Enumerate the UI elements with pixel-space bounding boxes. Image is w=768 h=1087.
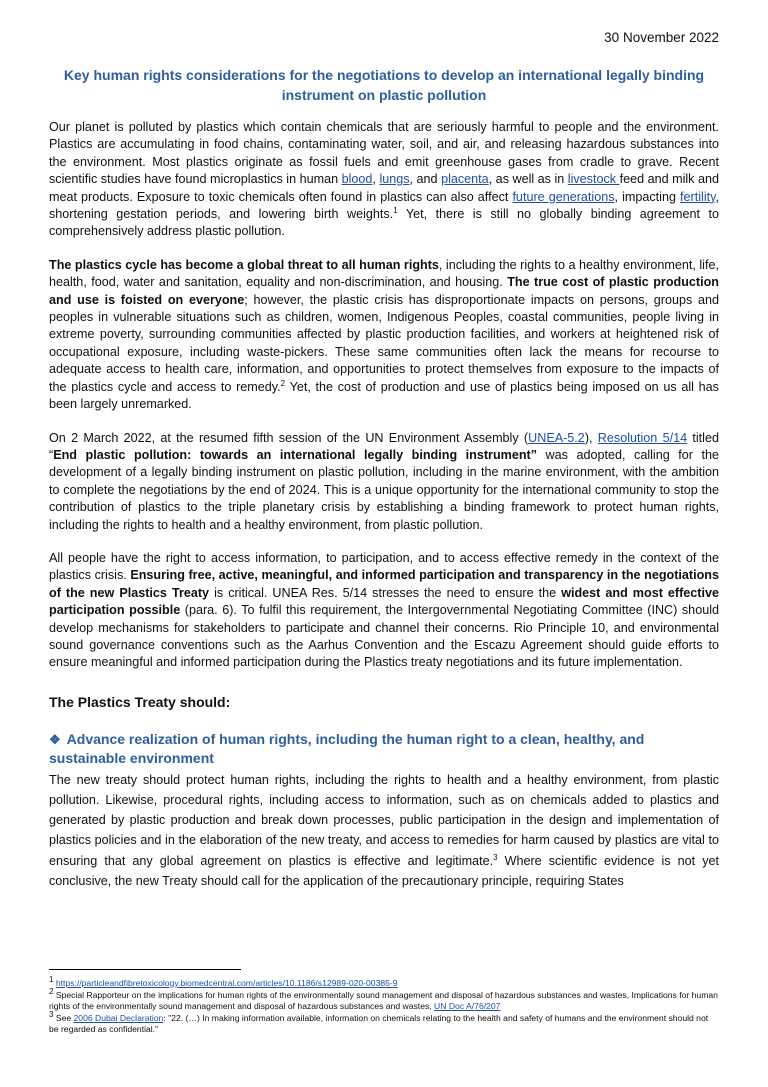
text: Yet, there is still no globally binding agreement to comprehensively address plastic pollution. <box>49 207 719 239</box>
document-title <box>49 65 719 105</box>
bold-text: widest and most effective participation possible <box>49 585 720 618</box>
text: : "22. (…) In making information available, information on chemicals relating to the health and safety of humans and the environment should not be regarded as confidential." <box>49 1012 709 1035</box>
footnote-2 <box>49 986 719 1013</box>
footnote-link-2[interactable]: UN Doc A/76/207 <box>434 1001 501 1012</box>
section-heading: The Plastics Treaty should: <box>49 693 231 710</box>
footnote-number: 3 <box>49 1009 54 1019</box>
footnote-link-3[interactable]: 2006 Dubai Declaration <box>73 1012 164 1023</box>
text: Special Rapporteur on the implications for human rights of the environmentally sound management and disposal of hazardous substances and wastes, Implications for human rights of the environmentally sound management and disposal of hazardous substances and wastes, <box>49 989 718 1012</box>
link-lungs[interactable]: lungs <box>379 172 410 187</box>
text: Yet, the cost of production and use of plastics being imposed on us all has been largely unremarked. <box>49 379 719 412</box>
bold-text: The plastics cycle has become a global threat to all human rights <box>49 257 439 272</box>
text: , and <box>409 172 442 187</box>
text: , shortening gestation periods, and lowering birth weights. <box>49 189 719 222</box>
paragraph-intro <box>49 119 719 241</box>
text: The new treaty should protect human rights, including the rights to health and a healthy environment, from plastic pollution. Likewise, procedural rights, including access to information, such as on chemicals added to plastics and generated by plastic production and break down processes, public participation in the design and implementation of plastics policies and in the elaboration of the new treaty, and access to remedies for harm caused by plastics are vital to ensuring that any global agreement on plastics is effective and legitimate. <box>49 772 719 868</box>
text: (para. 6). To fulfil this requirement, the Intergovernmental Negotiating Committee (INC) should develop mechanisms for stakeholders to participate and channel their concerns. Rio Principle 10, and environmental sound governance conventions such as the Aarhus Convention and the Escazu Agreement should guide efforts to ensure meaningful and informed participation during the Plastics treaty negotiations and its future implementation. <box>49 603 719 670</box>
link-blood[interactable]: blood <box>341 172 373 187</box>
title-line-1: Key human rights considerations for the negotiations to develop an international legally binding <box>63 67 705 83</box>
subheading <box>49 730 719 768</box>
footnote-ref-2[interactable]: 2 <box>280 378 286 388</box>
footnote-3 <box>49 1009 719 1036</box>
paragraph-unea-resolution <box>49 430 719 534</box>
link-resolution[interactable]: Resolution 5/14 <box>597 430 688 445</box>
text: titled “ <box>49 430 719 462</box>
text: feed and milk and meat products. Exposure to toxic chemicals often found in plastics can also affect <box>49 172 719 204</box>
bold-text: End plastic pollution: towards an international legally binding instrument” <box>53 447 538 462</box>
paragraph-human-rights-threat <box>49 257 719 414</box>
text: , impacting <box>614 189 681 204</box>
paragraph-participation <box>49 550 719 672</box>
text: , <box>372 172 380 187</box>
title-line-2: instrument on plastic pollution <box>281 87 487 103</box>
text: Where scientific evidence is not yet conclusive, the new Treaty should call for the application of the precautionary principle, requiring States <box>49 853 719 888</box>
text: On 2 March 2022, at the resumed fifth session of the UN Environment Assembly ( <box>49 430 529 445</box>
text: ; however, the plastic crisis has disproportionate impacts on persons, groups and peoples in vulnerable situations such as children, women, Indigenous Peoples, coastal communities, people living in extreme poverty, surrounding communities affected by plastic production facilities, and workers at heightened risk of occupational exposure, including waste-pickers. These same communities often lack the means for recourse to adequate access to health care, information, and opportunities to protect themselves from exposure to the impacts of the plastics cycle and access to remedy. <box>49 292 720 394</box>
footnote-link-1[interactable]: https://particleandfibretoxicology.biomedcentral.com/articles/10.1186/s12989-020-00385-9 <box>55 978 398 988</box>
text: All people have the right to access information, to participation, and to access effective remedy in the context of the plastics crisis. <box>49 550 719 583</box>
text: , including the rights to a healthy environment, life, health, food, water and sanitation, equality and non-discrimination, and housing. <box>49 257 719 290</box>
text: is critical. UNEA Res. 5/14 stresses the need to ensure the <box>209 585 562 600</box>
link-fertility[interactable]: fertility <box>680 189 716 204</box>
footnote-number: 1 <box>49 975 54 985</box>
diamond-bullet-icon: ❖ <box>49 731 61 747</box>
document-page <box>49 30 719 891</box>
text: , as well as in <box>488 172 568 187</box>
bold-text: Ensuring free, active, meaningful, and informed participation and transparency in the negotiations of the new Plastics Treaty <box>49 568 719 600</box>
link-livestock[interactable]: livestock <box>567 172 620 187</box>
link-placenta[interactable]: placenta <box>441 172 489 187</box>
footnote-ref-1[interactable]: 1 <box>393 205 398 215</box>
footnote-divider <box>49 969 241 970</box>
footnote-number: 2 <box>49 986 54 996</box>
document-date: 30 November 2022 <box>604 30 719 45</box>
text: Our planet is polluted by plastics which contain chemicals that are seriously harmful to people and the environment. Plastics are accumulating in food chains, contaminating water, soil, and air, and releasing hazardous substances into the environment. Most plastics originate as fossil fuels and emit greenhouse gases from cradle to grave. Recent scientific studies have found microplastics in human <box>49 120 719 187</box>
footnote-ref-3[interactable]: 3 <box>493 852 498 862</box>
paragraph-treaty-rights <box>49 770 719 891</box>
text: ), <box>584 430 598 445</box>
link-unea[interactable]: UNEA-5.2 <box>528 430 585 445</box>
link-future-generations[interactable]: future generations <box>512 189 615 204</box>
text: See <box>53 1012 74 1023</box>
subheading-text: Advance realization of human rights, including the human right to a clean, healthy, and sustainable environment <box>49 730 645 766</box>
text: was adopted, calling for the development of a legally binding instrument on plastic pollution, including in the marine environment, with the ambition to complete the negotiations by the end of 2024. This is a unique opportunity for the international community to stop the contribution of plastics to the triple planetary crisis by establishing a binding framework to protect human rights, including the rights to health and a healthy environment, from plastic pollution. <box>49 447 719 532</box>
footnotes <box>49 975 719 1036</box>
footnote-1 <box>49 975 719 990</box>
bold-text: The true cost of plastic production and use is foisted on everyone <box>49 275 719 307</box>
